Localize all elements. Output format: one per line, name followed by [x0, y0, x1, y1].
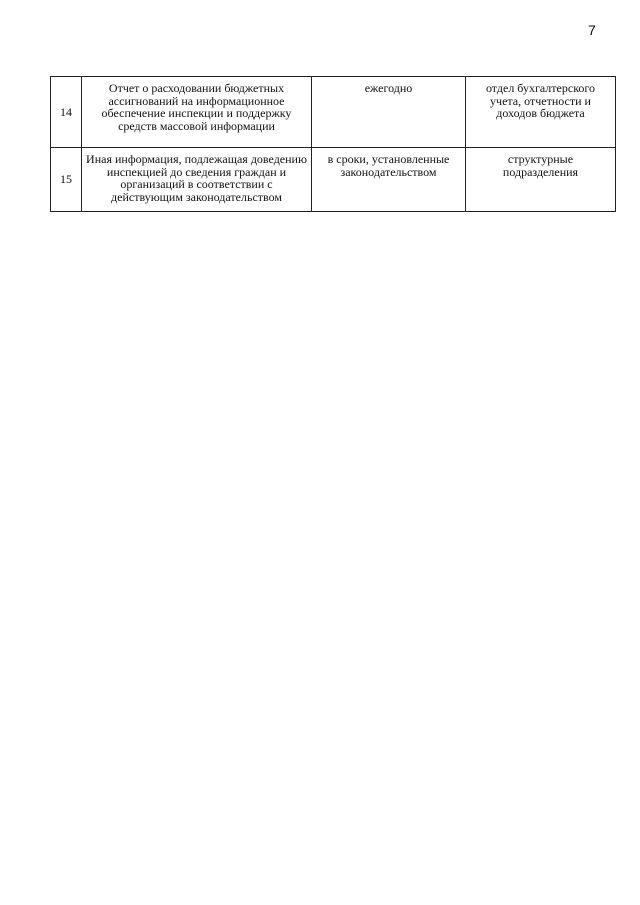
row-number-cell: 15	[51, 148, 82, 212]
table-row	[51, 148, 616, 212]
information-cell: Отчет о расходовании бюджетных ассигнований на информационное обеспечение инспекции и поддержку средств массовой информации	[82, 77, 312, 148]
responsible-cell: отдел бухгалтерского учета, отчетности и доходов бюджета	[466, 77, 616, 148]
period-cell: в сроки, установленные законодательством	[312, 148, 466, 212]
responsible-cell: структурные подразделения	[466, 148, 616, 212]
table-row	[51, 77, 616, 148]
row-number-cell: 14	[51, 77, 82, 148]
information-cell: Иная информация, подлежащая доведению инспекцией до сведения граждан и организаций в соответствии с действующим законодательством	[82, 148, 312, 212]
information-table	[50, 76, 616, 212]
period-cell: ежегодно	[312, 77, 466, 148]
page-number: 7	[588, 22, 596, 38]
